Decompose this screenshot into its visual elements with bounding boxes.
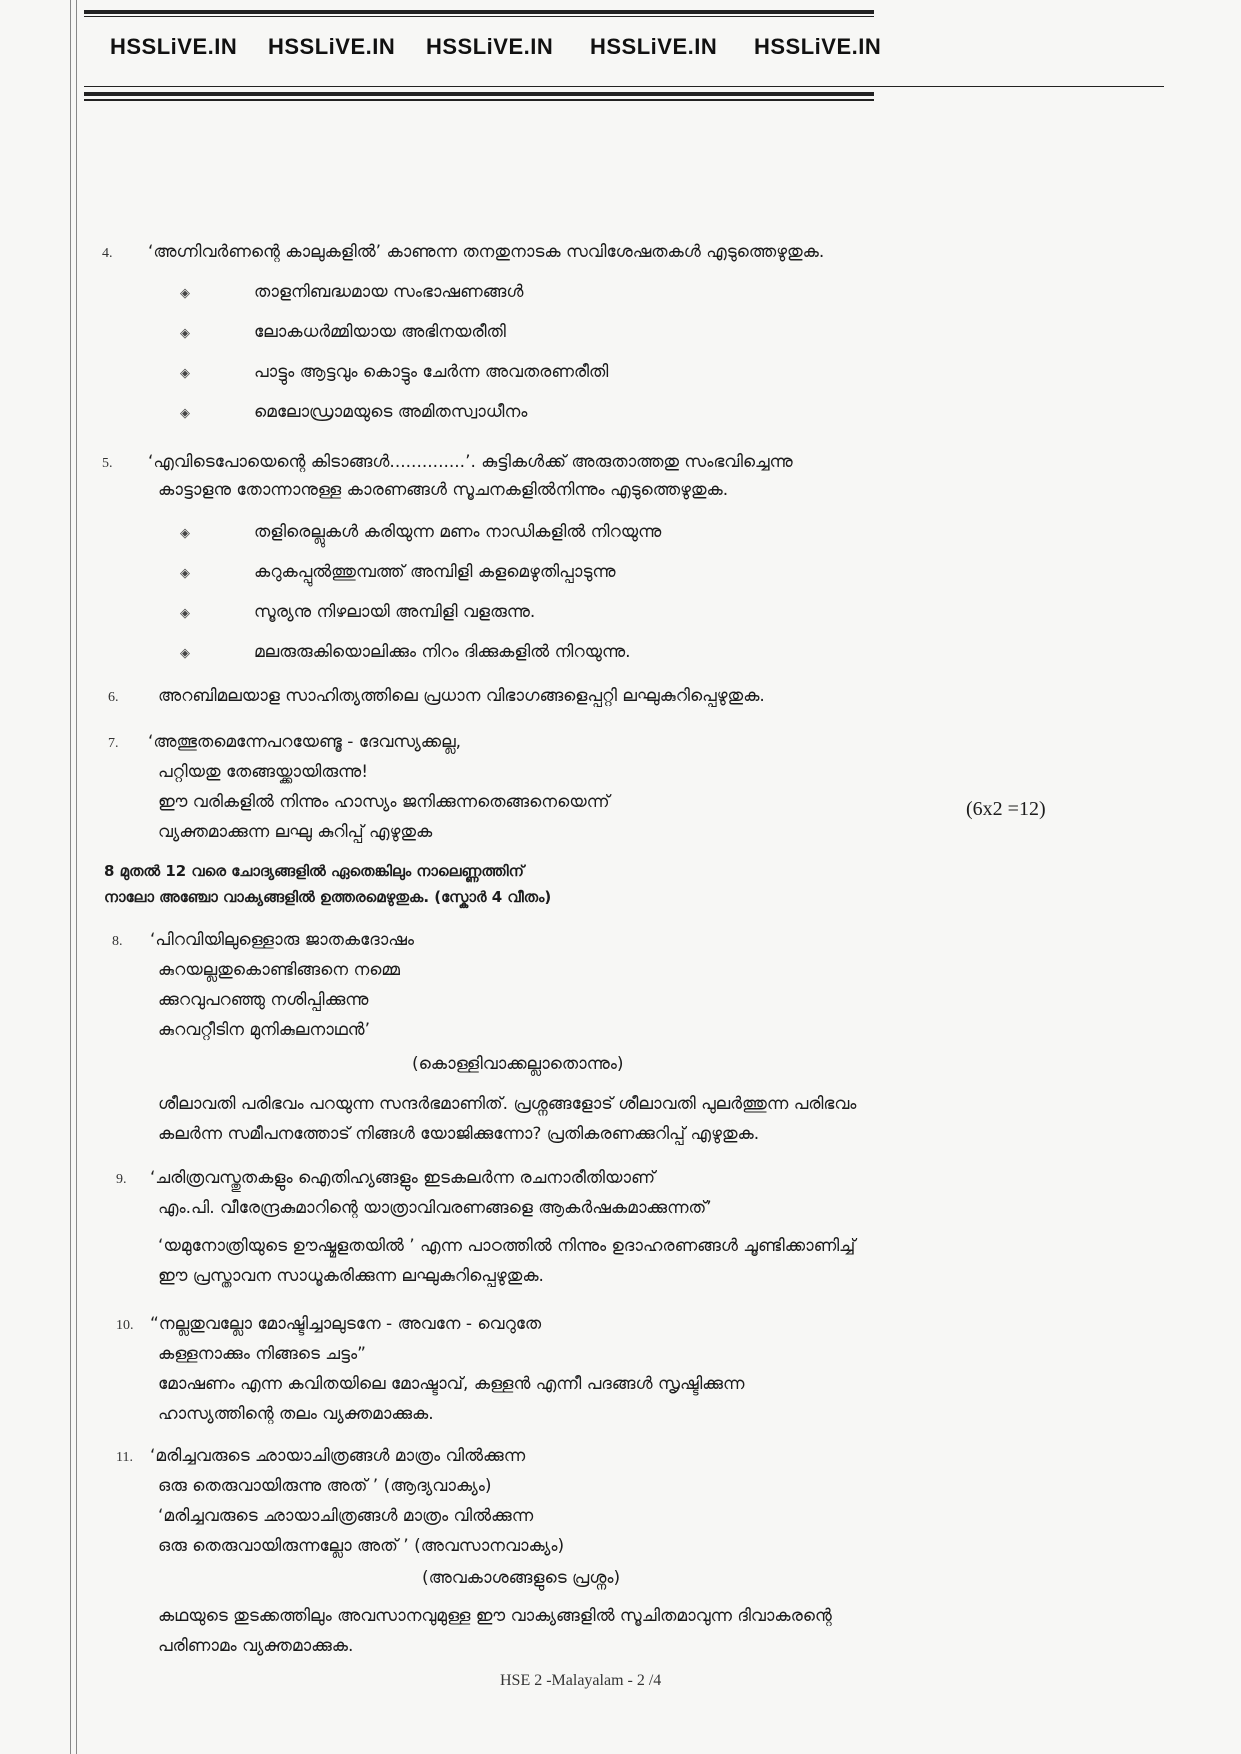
question-number: 4. xyxy=(102,246,113,261)
diamond-bullet-icon: ◈ xyxy=(180,606,190,621)
margin-rule xyxy=(70,0,71,1754)
diamond-bullet-icon: ◈ xyxy=(180,406,190,421)
quoted-line: ‘മരിച്ചവരുടെ ഛായാചിത്രങ്ങൾ മാത്രം വിൽക്കുന്ന xyxy=(150,1446,526,1466)
header-bottom-rule xyxy=(84,99,874,101)
poem-line: കള്ളനാക്കും നിങ്ങടെ ചട്ടം” xyxy=(158,1344,366,1364)
quoted-line: ഒരു തെരുവായിരുന്നു അത് ’ (ആദ്യവാക്യം) xyxy=(158,1476,492,1496)
question-number: 8. xyxy=(112,934,123,949)
quoted-line: ഒരു തെരുവായിരുന്നല്ലോ അത് ’ (അവസാനവാക്യം) xyxy=(158,1536,565,1556)
quoted-line: ‘മരിച്ചവരുടെ ഛായാചിത്രങ്ങൾ മാത്രം വിൽക്കുന്ന xyxy=(158,1506,534,1526)
question-text: അറബിമലയാള സാഹിത്യത്തിലെ പ്രധാന വിഭാഗങ്ങളെപ്പറ്റി ലഘുകുറിപ്പെഴുതുക. xyxy=(158,686,765,706)
score-total: (6x2 =12) xyxy=(966,798,1046,820)
question-text: ‘യമുനോത്രിയുടെ ഊഷ്മളതയിൽ ’ എന്ന പാഠത്തിൽ നിന്നും ഉദാഹരണങ്ങൾ ചൂണ്ടിക്കാണിച്ച് xyxy=(158,1236,856,1256)
question-text: ‘അഗ്നിവർണന്റെ കാലുകളിൽ’ കാണുന്ന തനതുനാടക സവിശേഷതകൾ എടുത്തെഴുതുക. xyxy=(148,242,825,262)
answer-point: സൂര്യനു നിഴലായി അമ്പിളി വളരുന്നു. xyxy=(254,602,536,622)
poem-line: “നല്ലതുവല്ലോ മോഷ്ടിച്ചാലുടനേ - അവനേ - വെറുതേ xyxy=(150,1314,542,1334)
question-number: 11. xyxy=(116,1450,133,1465)
site-watermark: HSSLiVE.IN xyxy=(590,34,718,59)
site-watermark: HSSLiVE.IN xyxy=(110,34,238,59)
question-text: കലർന്ന സമീപനത്തോട് നിങ്ങൾ യോജിക്കുന്നോ? പ്രതികരണക്കുറിപ്പ് എഴുതുക. xyxy=(158,1124,760,1144)
question-text: മോഷണം എന്ന കവിതയിലെ മോഷ്ടാവ്, കള്ളൻ എന്നീ പദങ്ങൾ സൃഷ്ടിക്കുന്ന xyxy=(158,1374,745,1394)
question-number: 6. xyxy=(108,690,119,705)
header-bottom-rule xyxy=(84,86,1164,87)
question-text: പറ്റിയതു തേങ്ങയ്ക്കായിരുന്നു! xyxy=(158,762,369,782)
question-text: കാട്ടാളനു തോന്നാനുള്ള കാരണങ്ങൾ സൂചനകളിൽനിന്നും എടുത്തെഴുതുക. xyxy=(158,480,729,500)
diamond-bullet-icon: ◈ xyxy=(180,366,190,381)
question-number: 7. xyxy=(108,736,119,751)
section-instruction: നാലോ അഞ്ചോ വാക്യങ്ങളിൽ ഉത്തരമെഴുതുക. (സ്കോർ 4 വീതം) xyxy=(104,888,552,906)
question-number: 10. xyxy=(116,1318,134,1333)
question-number: 9. xyxy=(116,1172,127,1187)
answer-point: തളിരെല്ലുകൾ കരിയുന്ന മണം നാഡികളിൽ നിറയുന്നു xyxy=(254,522,662,542)
header-top-rule xyxy=(84,16,874,17)
header-bottom-rule xyxy=(84,92,874,96)
header-top-rule xyxy=(84,10,874,14)
answer-point: മെലോഡ്രാമയുടെ അമിതസ്വാധീനം xyxy=(254,402,528,422)
question-text: ‘ചരിത്രവസ്തുതകളും ഐതിഹ്യങ്ങളും ഇടകലർന്ന രചനാരീതിയാണ് xyxy=(150,1168,656,1188)
question-text: പരിണാമം വ്യക്തമാക്കുക. xyxy=(158,1636,354,1656)
page-footer: HSE 2 -Malayalam - 2 /4 xyxy=(500,1672,662,1689)
diamond-bullet-icon: ◈ xyxy=(180,646,190,661)
poem-line: ക്കുറവുപറഞ്ഞു നശിപ്പിക്കുന്നു xyxy=(158,990,369,1010)
poem-source: (കൊള്ളിവാക്കല്ലാതൊന്നും) xyxy=(412,1054,624,1074)
site-watermark: HSSLiVE.IN xyxy=(754,34,882,59)
question-text: കഥയുടെ തുടക്കത്തിലും അവസാനവുമുള്ള ഈ വാക്യങ്ങളിൽ സൂചിതമാവുന്ന ദിവാകരന്റെ xyxy=(158,1606,832,1626)
poem-line: ‘പിറവിയിലുള്ളൊരു ജാതകദോഷം xyxy=(150,930,415,950)
diamond-bullet-icon: ◈ xyxy=(180,566,190,581)
question-text: ‘എവിടെപോയെന്റെ കിടാങ്ങൾ..............’. കുട്ടികൾക്ക് അരുതാത്തതു സംഭവിച്ചെന്നു xyxy=(148,452,793,472)
story-source: (അവകാശങ്ങളുടെ പ്രശ്നം) xyxy=(422,1568,621,1588)
site-watermark: HSSLiVE.IN xyxy=(268,34,396,59)
question-text: വ്യക്തമാക്കുന്ന ലഘു കുറിപ്പ് എഴുതുക xyxy=(158,822,433,842)
answer-point: കറുകപ്പുൽത്തുമ്പത്ത് അമ്പിളി കളമെഴുതിപ്പാടുന്നു xyxy=(254,562,616,582)
answer-point: ലോകധർമ്മിയായ അഭിനയരീതി xyxy=(254,322,506,342)
poem-line: കുറവറ്റീടിന മുനികുലനാഥൻ’ xyxy=(158,1020,370,1040)
answer-point: പാട്ടും ആട്ടവും കൊട്ടും ചേർന്ന അവതരണരീതി xyxy=(254,362,609,382)
diamond-bullet-icon: ◈ xyxy=(180,326,190,341)
question-text: ഈ പ്രസ്താവന സാധൂകരിക്കുന്ന ലഘുകുറിപ്പെഴുതുക. xyxy=(158,1266,544,1286)
poem-line: കുറയല്ലതുകൊണ്ടിങ്ങനെ നമ്മെ xyxy=(158,960,400,980)
answer-point: താളനിബദ്ധമായ സംഭാഷണങ്ങൾ xyxy=(254,282,524,302)
answer-point: മലരുരുകിയൊലിക്കും നിറം ദിക്കുകളിൽ നിറയുന്നു. xyxy=(254,642,631,662)
question-text: എം.പി. വീരേന്ദ്രകുമാറിന്റെ യാത്രാവിവരണങ്ങളെ ആകർഷകമാക്കുന്നത്’ xyxy=(158,1198,712,1218)
diamond-bullet-icon: ◈ xyxy=(180,286,190,301)
question-text: ‘അത്ഭുതമെന്നേപറയേണ്ടൂ - ദേവസ്യക്കല്ല, xyxy=(148,732,462,752)
question-text: ഈ വരികളിൽ നിന്നും ഹാസ്യം ജനിക്കുന്നതെങ്ങനെയെന്ന് xyxy=(158,792,610,812)
margin-rule xyxy=(76,0,77,1754)
question-number: 5. xyxy=(102,456,113,471)
question-text: ഹാസ്യത്തിന്റെ തലം വ്യക്തമാക്കുക. xyxy=(158,1404,434,1424)
section-instruction: 8 മുതൽ 12 വരെ ചോദ്യങ്ങളിൽ ഏതെങ്കിലും നാലെണ്ണത്തിന് xyxy=(104,862,524,880)
question-text: ശീലാവതി പരിഭവം പറയുന്ന സന്ദർഭമാണിത്. പ്രശ്നങ്ങളോട് ശീലാവതി പുലർത്തുന്ന പരിഭവം xyxy=(158,1094,857,1114)
site-watermark: HSSLiVE.IN xyxy=(426,34,554,59)
diamond-bullet-icon: ◈ xyxy=(180,526,190,541)
